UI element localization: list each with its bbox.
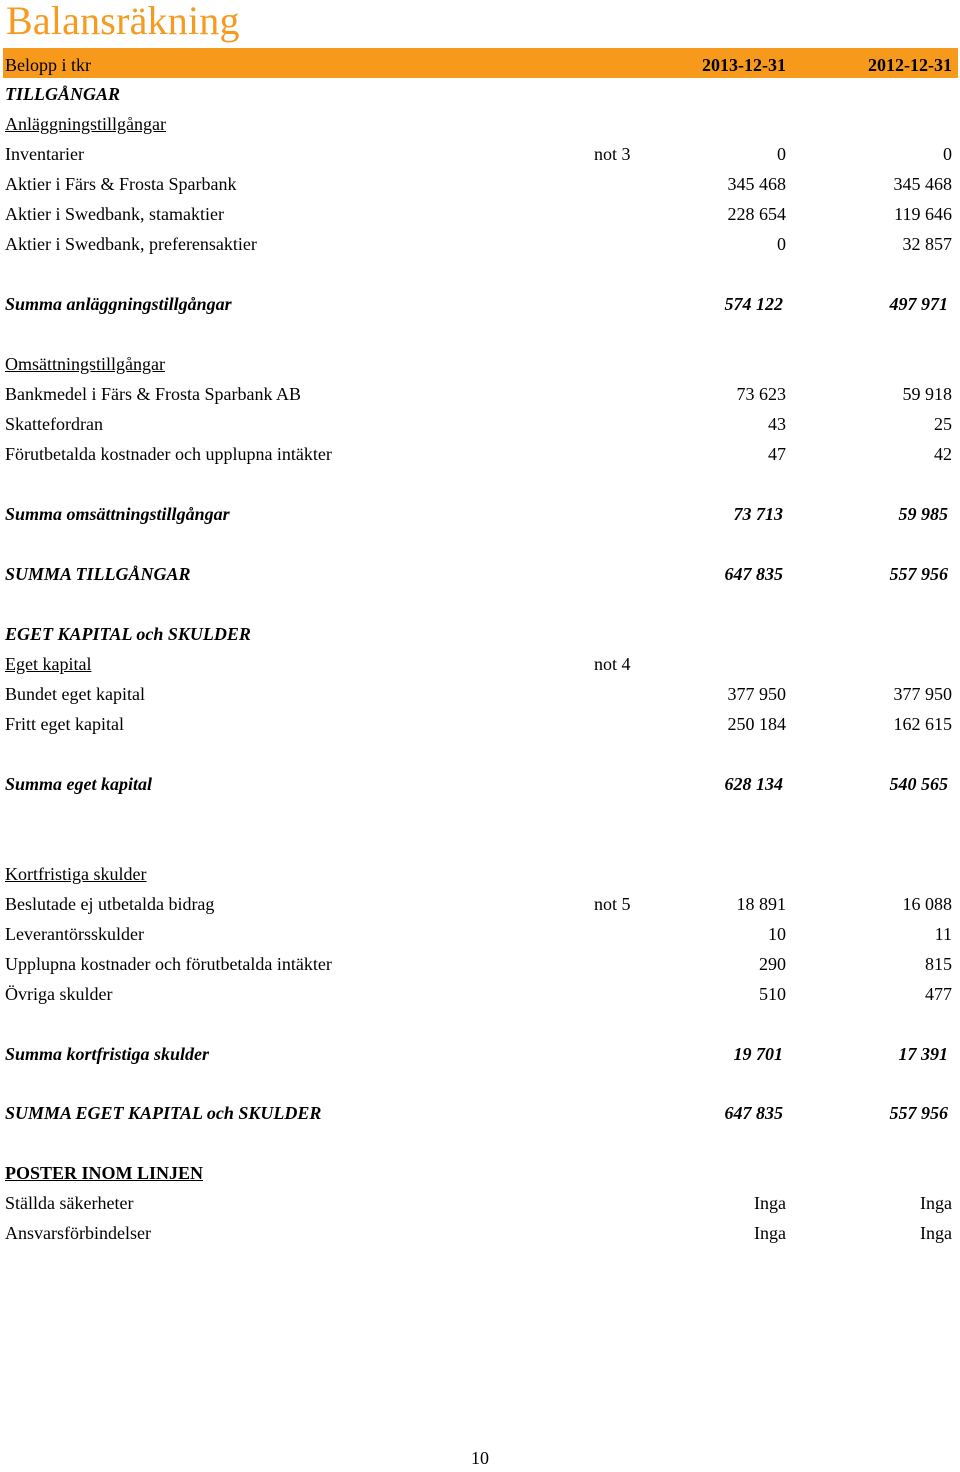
- row-value-2013: 43: [768, 414, 786, 434]
- equity-heading-label: Eget kapital: [5, 654, 92, 674]
- current-assets-heading: [0, 349, 960, 379]
- table-row: [0, 919, 960, 949]
- total-label: SUMMA EGET KAPITAL och SKULDER: [5, 1103, 322, 1123]
- table-row: [0, 949, 960, 979]
- total-assets-row: [0, 559, 960, 589]
- table-row: [0, 439, 960, 469]
- row-value-2013: 18 891: [736, 894, 786, 914]
- total-equity-liabilities-row: [0, 1098, 960, 1128]
- sum-label: Summa anläggningstillgångar: [5, 294, 232, 314]
- row-label: Ställda säkerheter: [5, 1193, 134, 1213]
- page-number: 10: [471, 1448, 489, 1468]
- total-value-2012: 557 956: [889, 1103, 948, 1123]
- equity-heading: [0, 649, 960, 679]
- row-label: Fritt eget kapital: [5, 714, 124, 734]
- row-value-2012: 345 468: [893, 174, 952, 194]
- row-value-2013: 377 950: [727, 684, 786, 704]
- table-row: [0, 139, 960, 169]
- header-col1: 2013-12-31: [702, 55, 786, 75]
- row-value-2012: 32 857: [902, 234, 952, 254]
- row-value-2012: 119 646: [894, 204, 952, 224]
- fixed-assets-heading-label: Anläggningstillgångar: [5, 114, 166, 134]
- short-term-heading-label: Kortfristiga skulder: [5, 864, 147, 884]
- sum-row: [0, 289, 960, 319]
- equity-liabilities-heading-label: EGET KAPITAL och SKULDER: [5, 624, 251, 644]
- row-value-2013: 250 184: [727, 714, 786, 734]
- page-title: Balansräkning: [6, 0, 240, 43]
- row-value-2013: 0: [777, 144, 786, 164]
- row-label: Aktier i Swedbank, stamaktier: [5, 204, 224, 224]
- row-value-2013: 290: [759, 954, 786, 974]
- row-label: Bankmedel i Färs & Frosta Sparbank AB: [5, 384, 301, 404]
- table-row: [0, 1188, 960, 1218]
- row-label: Skattefordran: [5, 414, 103, 434]
- row-label: Bundet eget kapital: [5, 684, 145, 704]
- row-value-2013: 0: [777, 234, 786, 254]
- row-note: not 3: [594, 144, 631, 164]
- equity-liabilities-heading: [0, 619, 960, 649]
- row-note: not 5: [594, 894, 631, 914]
- total-value-2013: 647 835: [724, 564, 783, 584]
- row-label: Övriga skulder: [5, 984, 113, 1004]
- row-value-2012: Inga: [920, 1193, 952, 1213]
- row-value-2012: 42: [934, 444, 952, 464]
- row-value-2013: 10: [768, 924, 786, 944]
- sum-label: Summa kortfristiga skulder: [5, 1044, 210, 1064]
- row-label: Ansvarsförbindelser: [5, 1223, 151, 1243]
- total-value-2013: 647 835: [724, 1103, 783, 1123]
- sum-row: [0, 499, 960, 529]
- row-value-2013: Inga: [754, 1223, 786, 1243]
- off-balance-heading: [0, 1158, 960, 1188]
- sum-value-2012: 540 565: [889, 774, 948, 794]
- row-label: Inventarier: [5, 144, 84, 164]
- fixed-assets-heading: [0, 109, 960, 139]
- row-value-2012: 59 918: [902, 384, 952, 404]
- table-row: [0, 709, 960, 739]
- row-value-2013: 345 468: [727, 174, 786, 194]
- table-row: [0, 199, 960, 229]
- sum-row: [0, 1039, 960, 1069]
- row-label: Leverantörsskulder: [5, 924, 144, 944]
- table-row: [0, 169, 960, 199]
- header-row: [0, 50, 960, 80]
- row-value-2013: Inga: [754, 1193, 786, 1213]
- table-row: [0, 1218, 960, 1248]
- sum-label: Summa eget kapital: [5, 774, 153, 794]
- sum-value-2012: 59 985: [898, 504, 948, 524]
- sum-value-2013: 19 701: [733, 1044, 783, 1064]
- table-row: [0, 679, 960, 709]
- sum-value-2012: 497 971: [889, 294, 948, 314]
- sum-value-2013: 73 713: [733, 504, 783, 524]
- total-value-2012: 557 956: [889, 564, 948, 584]
- sum-value-2013: 574 122: [724, 294, 783, 314]
- row-value-2013: 228 654: [727, 204, 786, 224]
- row-label: Aktier i Swedbank, preferensaktier: [5, 234, 257, 254]
- row-value-2012: 377 950: [893, 684, 952, 704]
- assets-heading: [0, 79, 960, 109]
- row-value-2012: 477: [925, 984, 952, 1004]
- row-value-2012: 11: [934, 924, 952, 944]
- table-row: [0, 979, 960, 1009]
- row-label: Beslutade ej utbetalda bidrag: [5, 894, 215, 914]
- header-col2: 2012-12-31: [868, 55, 952, 75]
- sum-row: [0, 769, 960, 799]
- sum-value-2012: 17 391: [898, 1044, 948, 1064]
- row-value-2012: 16 088: [902, 894, 952, 914]
- row-value-2012: 0: [943, 144, 952, 164]
- row-value-2012: Inga: [920, 1223, 952, 1243]
- total-label: SUMMA TILLGÅNGAR: [5, 564, 191, 584]
- row-label: Aktier i Färs & Frosta Sparbank: [5, 174, 237, 194]
- row-label: Upplupna kostnader och förutbetalda intäkter: [5, 954, 332, 974]
- sum-value-2013: 628 134: [724, 774, 783, 794]
- header-label: Belopp i tkr: [5, 55, 91, 75]
- table-row: [0, 229, 960, 259]
- row-value-2013: 73 623: [736, 384, 786, 404]
- row-value-2012: 25: [934, 414, 952, 434]
- table-row: [0, 889, 960, 919]
- short-term-heading: [0, 859, 960, 889]
- current-assets-heading-label: Omsättningstillgångar: [5, 354, 165, 374]
- row-value-2013: 510: [759, 984, 786, 1004]
- sum-label: Summa omsättningstillgångar: [5, 504, 230, 524]
- assets-heading-label: TILLGÅNGAR: [5, 84, 121, 104]
- row-value-2012: 815: [925, 954, 952, 974]
- row-value-2012: 162 615: [893, 714, 952, 734]
- row-value-2013: 47: [768, 444, 786, 464]
- off-balance-heading-label: POSTER INOM LINJEN: [5, 1163, 204, 1183]
- row-label: Förutbetalda kostnader och upplupna intäkter: [5, 444, 332, 464]
- equity-note: not 4: [594, 654, 631, 674]
- table-row: [0, 379, 960, 409]
- table-row: [0, 409, 960, 439]
